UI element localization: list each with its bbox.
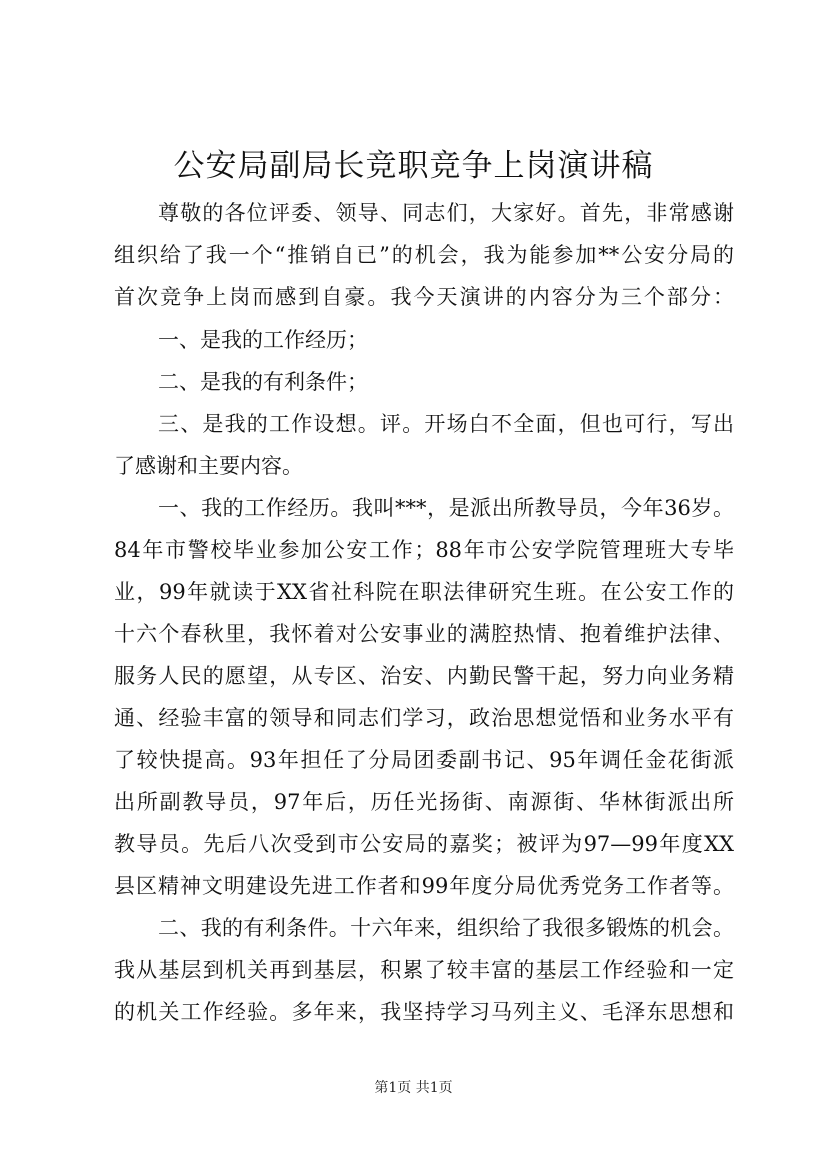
paragraph-line: 了感谢和主要内容。: [114, 454, 303, 478]
paragraph-line: 组织给了我一个“推销自已”的机会，我为能参加**公安分局的: [114, 243, 734, 267]
list-item: 三、是我的工作设想。评。开场白不全面，但也可行，写出: [158, 412, 734, 436]
paragraph-line: 我从基层到机关再到基层，积累了较丰富的基层工作经验和一定: [114, 958, 734, 982]
paragraph-line: 了较快提高。93年担任了分局团委副书记、95年调任金花街派: [114, 748, 734, 772]
paragraph-line: 出所副教导员，97年后，历任光扬街、南源街、华林街派出所: [114, 790, 734, 814]
paragraph-line: 业，99年就读于XX省社科院在职法律研究生班。在公安工作的: [114, 580, 734, 604]
list-item: 二、是我的有利条件；: [158, 370, 368, 394]
paragraph-line: 尊敬的各位评委、领导、同志们，大家好。首先，非常感谢: [158, 201, 734, 225]
paragraph-line: 教导员。先后八次受到市公安局的嘉奖；被评为97—99年度XX: [114, 832, 734, 856]
paragraph-line: 十六个春秋里，我怀着对公安事业的满腔热情、抱着维护法律、: [114, 622, 734, 646]
paragraph-line: 县区精神文明建设先进工作者和99年度分局优秀党务工作者等。: [114, 874, 734, 898]
paragraph-line: 首次竞争上岗而感到自豪。我今天演讲的内容分为三个部分：: [114, 285, 734, 309]
paragraph-line: 通、经验丰富的领导和同志们学习，政治思想觉悟和业务水平有: [114, 706, 734, 730]
page-number-footer: 第1页 共1页: [374, 1080, 453, 1096]
paragraph-line: 二、我的有利条件。十六年来，组织给了我很多锻炼的机会。: [158, 916, 734, 940]
list-item: 一、是我的工作经历；: [158, 328, 368, 352]
paragraph-line: 的机关工作经验。多年来，我坚持学习马列主义、毛泽东思想和: [114, 1000, 734, 1024]
paragraph-line: 84年市警校毕业参加公安工作；88年市公安学院管理班大专毕: [114, 538, 734, 562]
document-title: 公安局副局长竞职竞争上岗演讲稿: [173, 148, 654, 184]
paragraph-line: 一、我的工作经历。我叫***，是派出所教导员，今年36岁。: [158, 496, 734, 520]
paragraph-line: 服务人民的愿望，从专区、治安、内勤民警干起，努力向业务精: [114, 664, 734, 688]
